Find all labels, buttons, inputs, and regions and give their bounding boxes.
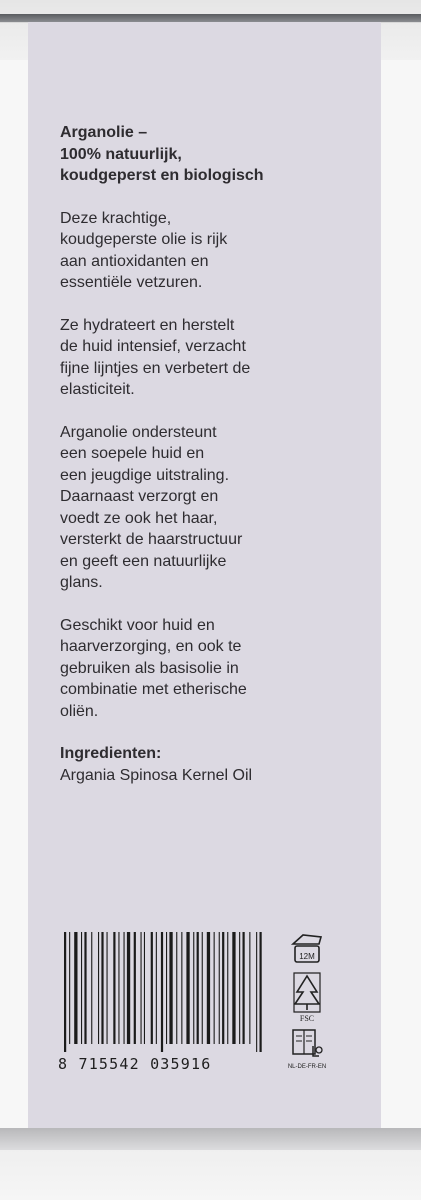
barcode-bar bbox=[214, 932, 215, 1044]
barcode-bar bbox=[232, 932, 235, 1044]
paragraph-3: Arganolie ondersteunt een soepele huid en een jeugdige uitstraling. Daarnaast verzorgt en voedt ze ook het haar, versterkt de haarstructuur en geeft een natuurlijke glans. bbox=[60, 423, 243, 591]
packaging-symbols bbox=[277, 932, 337, 1092]
barcode-bar bbox=[176, 932, 177, 1044]
barcode-bar bbox=[69, 932, 70, 1044]
barcode-bar bbox=[239, 932, 240, 1044]
barcode-bar bbox=[84, 932, 86, 1044]
barcode-bar bbox=[260, 932, 262, 1052]
languages-label: NL-DE-FR-EN bbox=[287, 1064, 327, 1070]
ingredients-value: Argania Spinosa Kernel Oil bbox=[60, 766, 253, 784]
product-text bbox=[60, 122, 360, 786]
barcode-bar bbox=[256, 932, 257, 1052]
barcode-bar bbox=[186, 932, 189, 1044]
paragraph-1: Deze krachtige, koudgeperste olie is rijk aan antioxidanten en essentiële vetzuren. bbox=[60, 209, 228, 291]
barcode-bar bbox=[202, 932, 203, 1044]
symbols-svg bbox=[277, 932, 337, 1092]
barcode-bar bbox=[207, 932, 210, 1044]
barcode-bar bbox=[101, 932, 103, 1044]
barcode-bar bbox=[219, 932, 220, 1044]
box-bottom-edge bbox=[0, 1128, 421, 1150]
barcode-bar bbox=[91, 932, 92, 1044]
barcode-bar bbox=[141, 932, 142, 1044]
barcode-bar bbox=[151, 932, 153, 1044]
barcode-bar bbox=[98, 932, 99, 1044]
barcode-bar bbox=[181, 932, 182, 1044]
barcode-bar bbox=[169, 932, 172, 1044]
barcode-bar bbox=[81, 932, 82, 1044]
barcode-bar bbox=[249, 932, 250, 1044]
barcode-bar bbox=[127, 932, 130, 1044]
fsc-tree-icon bbox=[294, 973, 320, 1012]
barcode-bar bbox=[144, 932, 145, 1044]
instruction-leaflet-icon bbox=[293, 1030, 322, 1056]
barcode-bar bbox=[166, 932, 167, 1044]
product-heading: Arganolie – 100% natuurlijk, koudgeperst en biologisch bbox=[60, 124, 264, 184]
barcode-bar bbox=[113, 932, 115, 1044]
barcode bbox=[58, 932, 268, 1052]
barcode-bar bbox=[227, 932, 228, 1044]
barcode-bar bbox=[193, 932, 194, 1044]
fsc-label: FSC bbox=[299, 1014, 315, 1023]
barcode-bar bbox=[124, 932, 125, 1044]
paragraph-2: Ze hydrateert en herstelt de huid intensief, verzacht fijne lijntjes en verbetert de elasticiteit. bbox=[60, 316, 251, 398]
ingredients-label: Ingredienten: bbox=[60, 745, 162, 762]
barcode-bar bbox=[197, 932, 199, 1044]
barcode-bar bbox=[118, 932, 119, 1044]
barcode-digits: 8 715542 035916 bbox=[58, 1055, 212, 1073]
pao-label: 12M bbox=[299, 952, 315, 961]
paragraph-4: Geschikt voor huid en haarverzorging, en ook te gebruiken als basisolie in combinatie met etherische oliën. bbox=[60, 616, 247, 720]
barcode-bar bbox=[134, 932, 136, 1044]
barcode-bar bbox=[74, 932, 77, 1044]
barcode-bar bbox=[64, 932, 66, 1052]
barcode-bar bbox=[156, 932, 157, 1044]
barcode-bar bbox=[161, 932, 163, 1052]
barcode-bar bbox=[107, 932, 108, 1044]
barcode-bar bbox=[222, 932, 224, 1044]
barcode-bar bbox=[243, 932, 245, 1044]
